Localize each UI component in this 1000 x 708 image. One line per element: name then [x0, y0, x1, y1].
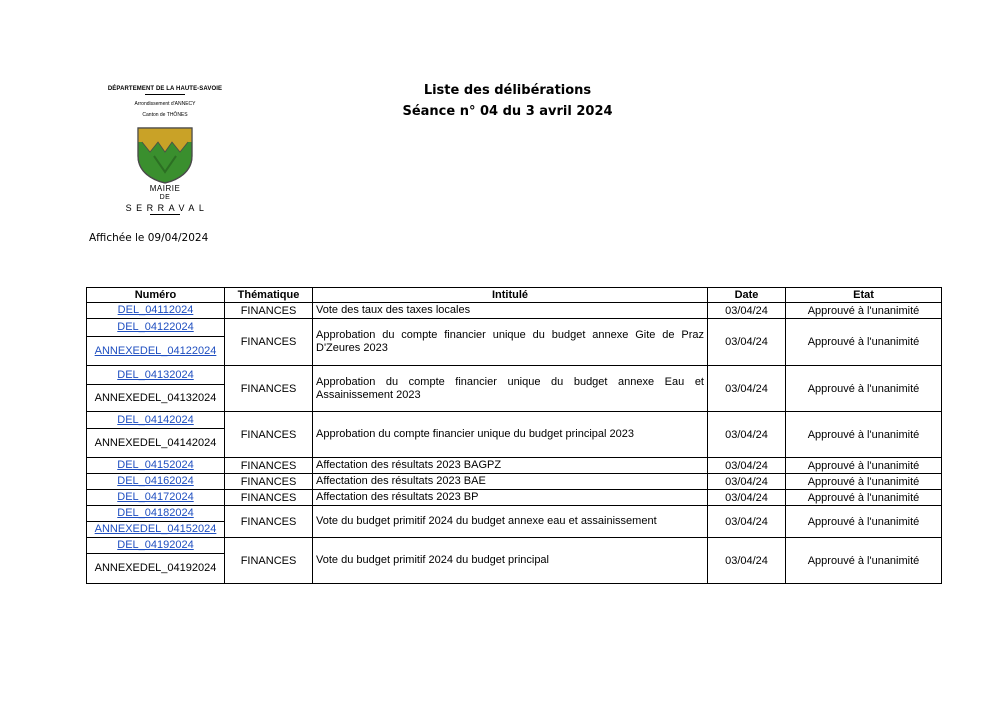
date-cell: 03/04/24: [708, 490, 786, 506]
annex-reference: ANNEXEDEL_04142024: [94, 437, 217, 449]
posted-date: Affichée le 09/04/2024: [89, 232, 209, 244]
intitule-cell: Vote du budget primitif 2024 du budget principal: [313, 538, 708, 584]
etat-cell: Approuvé à l'unanimité: [786, 319, 942, 366]
table-row: [87, 538, 942, 584]
column-header-date: Date: [708, 288, 786, 303]
deliberation-link[interactable]: DEL_04142024: [117, 414, 194, 426]
column-header-intitule: Intitulé: [313, 288, 708, 303]
intitule-cell: Affectation des résultats 2023 BAE: [313, 474, 708, 490]
thematique-cell: FINANCES: [225, 458, 313, 474]
deliberation-link[interactable]: DEL_04162024: [117, 475, 194, 487]
intitule-cell: Approbation du compte financier unique du budget annexe Gite de Praz D'Zeures 2023: [313, 319, 708, 366]
title-line-1: Liste des délibérations: [423, 83, 592, 98]
intitule-cell: Approbation du compte financier unique du budget annexe Eau et Assainissement 2023: [313, 366, 708, 412]
coat-of-arms-icon: [136, 126, 194, 184]
table-row: [87, 366, 942, 412]
date-cell: 03/04/24: [708, 474, 786, 490]
table-row: [87, 506, 942, 538]
etat-cell: Approuvé à l'unanimité: [786, 412, 942, 458]
column-header-numero: Numéro: [87, 288, 225, 303]
table-row: [87, 303, 942, 319]
deliberation-link[interactable]: DEL_04122024: [117, 321, 194, 333]
date-cell: 03/04/24: [708, 458, 786, 474]
intitule-cell: Affectation des résultats 2023 BP: [313, 490, 708, 506]
department-name: DÉPARTEMENT DE LA HAUTE-SAVOIE: [107, 86, 223, 92]
deliberation-link[interactable]: DEL_04182024: [117, 507, 194, 519]
thematique-cell: FINANCES: [225, 538, 313, 584]
table-row: [87, 319, 942, 366]
etat-cell: Approuvé à l'unanimité: [786, 490, 942, 506]
numero-cell: [87, 458, 225, 474]
date-cell: 03/04/24: [708, 366, 786, 412]
table-row: [87, 474, 942, 490]
etat-cell: Approuvé à l'unanimité: [786, 538, 942, 584]
etat-cell: Approuvé à l'unanimité: [786, 506, 942, 538]
numero-cell: [87, 506, 225, 538]
town-underline: [150, 214, 180, 215]
etat-cell: Approuvé à l'unanimité: [786, 458, 942, 474]
numero-cell: [87, 538, 225, 584]
date-cell: 03/04/24: [708, 538, 786, 584]
date-cell: 03/04/24: [708, 319, 786, 366]
town-name: SERRAVAL: [125, 203, 209, 213]
canton-name: Canton de THÔNES: [142, 112, 188, 118]
thematique-cell: FINANCES: [225, 506, 313, 538]
numero-cell: [87, 490, 225, 506]
date-cell: 03/04/24: [708, 506, 786, 538]
thematique-cell: FINANCES: [225, 303, 313, 319]
deliberation-link[interactable]: DEL_04112024: [117, 304, 194, 316]
intitule-cell: Vote des taux des taxes locales: [313, 303, 708, 319]
etat-cell: Approuvé à l'unanimité: [786, 366, 942, 412]
numero-cell: [87, 319, 225, 366]
thematique-cell: FINANCES: [225, 474, 313, 490]
thematique-cell: FINANCES: [225, 412, 313, 458]
thematique-cell: FINANCES: [225, 319, 313, 366]
title-line-2: Séance n° 04 du 3 avril 2024: [402, 104, 613, 119]
arrondissement-name: Arrondissement d'ANNECY: [134, 101, 196, 107]
numero-cell: [87, 474, 225, 490]
municipality-letterhead: [100, 86, 230, 215]
intitule-cell: Affectation des résultats 2023 BAGPZ: [313, 458, 708, 474]
numero-cell: [87, 412, 225, 458]
table-row: [87, 490, 942, 506]
letterhead-divider: [145, 94, 185, 95]
thematique-cell: FINANCES: [225, 366, 313, 412]
annex-link[interactable]: ANNEXEDEL_04122024: [94, 345, 217, 357]
annex-reference: ANNEXEDEL_04192024: [94, 562, 217, 574]
mairie-label: MAIRIE: [149, 184, 181, 193]
document-title: [380, 80, 635, 122]
mairie-de-label: DE: [159, 194, 171, 201]
table-header-row: [87, 288, 942, 303]
deliberation-link[interactable]: DEL_04192024: [117, 539, 194, 551]
column-header-thematique: Thématique: [225, 288, 313, 303]
thematique-cell: FINANCES: [225, 490, 313, 506]
numero-cell: [87, 303, 225, 319]
table-row: [87, 412, 942, 458]
etat-cell: Approuvé à l'unanimité: [786, 303, 942, 319]
numero-cell: [87, 366, 225, 412]
annex-link[interactable]: ANNEXEDEL_04152024: [94, 523, 217, 535]
deliberation-link[interactable]: DEL_04132024: [117, 369, 194, 381]
deliberations-table: [86, 287, 942, 584]
annex-reference: ANNEXEDEL_04132024: [94, 392, 217, 404]
date-cell: 03/04/24: [708, 412, 786, 458]
table-row: [87, 458, 942, 474]
intitule-cell: Approbation du compte financier unique du budget principal 2023: [313, 412, 708, 458]
date-cell: 03/04/24: [708, 303, 786, 319]
deliberation-link[interactable]: DEL_04172024: [117, 491, 194, 503]
intitule-cell: Vote du budget primitif 2024 du budget annexe eau et assainissement: [313, 506, 708, 538]
etat-cell: Approuvé à l'unanimité: [786, 474, 942, 490]
column-header-etat: Etat: [786, 288, 942, 303]
deliberation-link[interactable]: DEL_04152024: [117, 459, 194, 471]
